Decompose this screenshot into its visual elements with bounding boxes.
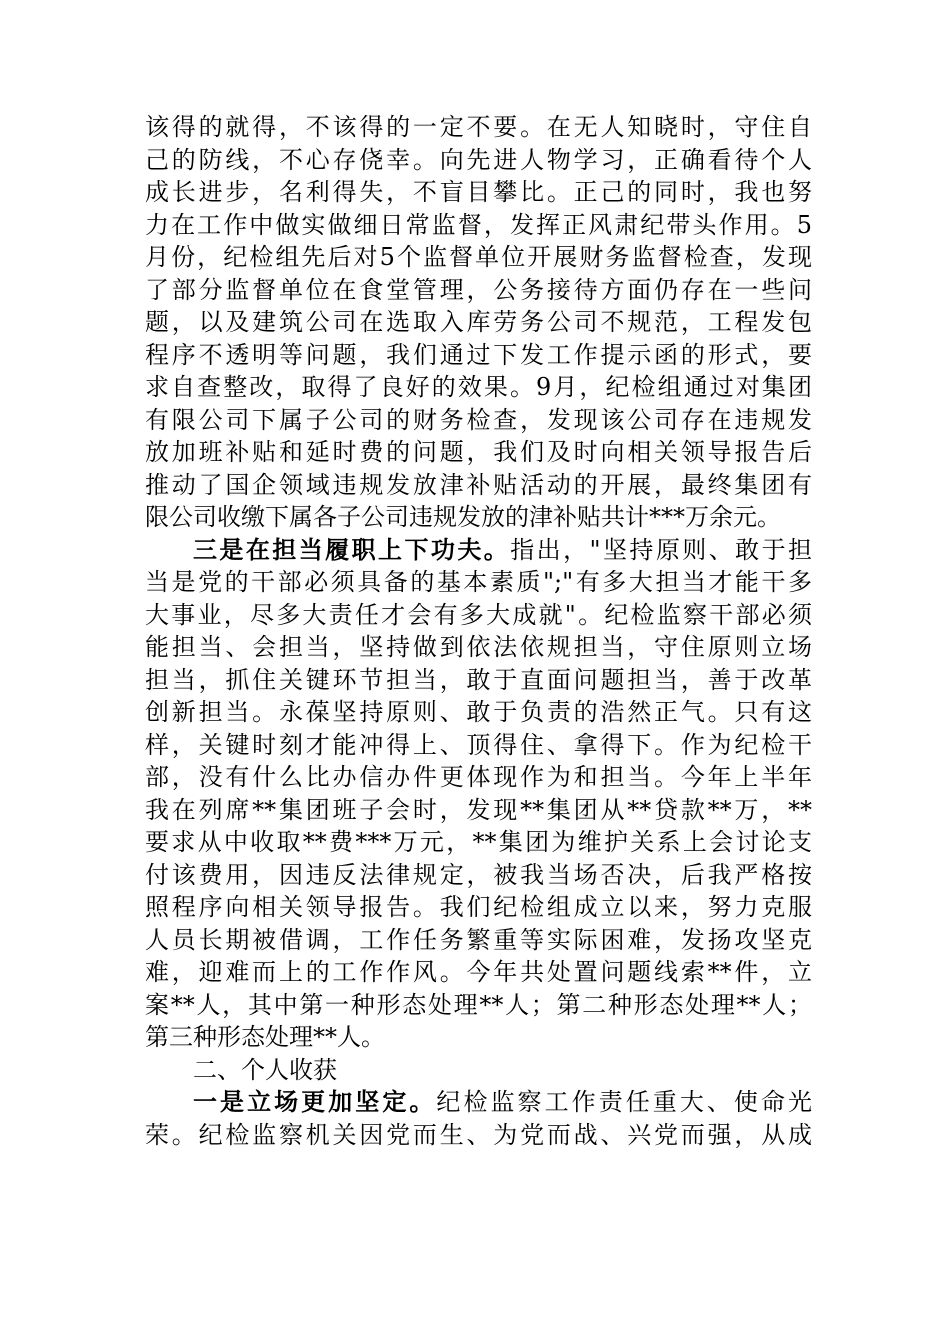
body-line: 付该费用，因违反法律规定，被我当场否决，后我严格按	[145, 860, 812, 889]
paragraph-first-line	[145, 1086, 812, 1119]
body-line: 了部分监督单位在食堂管理，公务接待方面仍存在一些问	[145, 275, 812, 304]
body-line: 有限公司下属子公司的财务检查，发现该公司存在违规发	[145, 405, 812, 434]
body-line: 己的防线，不心存侥幸。向先进人物学习，正确看待个人	[145, 145, 812, 174]
body-line: 荣。纪检监察机关因党而生、为党而战、兴党而强，从成	[145, 1120, 812, 1149]
body-line: 当是党的干部必须具备的基本素质";"有多大担当才能干多	[145, 568, 812, 596]
body-line: 创新担当。永葆坚持原则、敢于负责的浩然正气。只有这	[145, 698, 812, 726]
body-line: 限公司收缴下属各子公司违规发放的津补贴共计***万余元。	[145, 503, 781, 531]
body-line: 月份，纪检组先后对5个监督单位开展财务监督检查，发现	[145, 243, 812, 271]
paragraph-first-text: 纪检监察工作责任重大、使命光	[436, 1088, 812, 1116]
document-body	[145, 111, 812, 1151]
body-line: 要求从中收取**费***万元，**集团为维护关系上会讨论支	[145, 828, 812, 856]
body-line: 部，没有什么比办信办件更体现作为和担当。今年上半年	[145, 763, 812, 791]
paragraph-first-text: 指出，"坚持原则、敢于担	[510, 535, 812, 564]
body-line: 人员长期被借调，工作任务繁重等实际困难，发扬攻坚克	[145, 925, 812, 954]
body-line: 程序不透明等问题，我们通过下发工作提示函的形式，要	[145, 340, 812, 369]
paragraph-first-line	[145, 534, 812, 567]
body-line: 能担当、会担当，坚持做到依法依规担当，守住原则立场	[145, 633, 812, 661]
body-line: 题，以及建筑公司在选取入库劳务公司不规范，工程发包	[145, 308, 812, 336]
body-line: 案**人，其中第一种形态处理**人；第二种形态处理**人；	[145, 990, 812, 1019]
body-line: 大事业，尽多大责任才会有多大成就"。纪检监察干部必须	[145, 600, 812, 629]
paragraph-lead: 一是立场更加坚定。	[193, 1087, 437, 1116]
body-line: 力在工作中做实做细日常监督，发挥正风肃纪带头作用。5	[145, 210, 812, 239]
body-line: 样，关键时刻才能冲得上、顶得住、拿得下。作为纪检干	[145, 730, 812, 759]
body-line: 成长进步，名利得失，不盲目攀比。正己的同时，我也努	[145, 178, 812, 206]
body-line: 求自查整改，取得了良好的效果。9月，纪检组通过对集团	[145, 373, 812, 401]
body-line: 该得的就得，不该得的一定不要。在无人知晓时，守住自	[145, 113, 812, 141]
section-heading: 二、个人收获	[193, 1055, 337, 1084]
body-line: 放加班补贴和延时费的问题，我们及时向相关领导报告后	[145, 438, 812, 466]
body-line: 我在列席**集团班子会时，发现**集团从**贷款**万，**	[145, 795, 812, 824]
body-line: 照程序向相关领导报告。我们纪检组成立以来，努力克服	[145, 893, 812, 921]
paragraph-lead: 三是在担当履职上下功夫。	[193, 534, 511, 564]
body-line: 第三种形态处理**人。	[145, 1023, 385, 1051]
body-line: 担当，抓住关键环节担当，敢于直面问题担当，善于改革	[145, 665, 812, 694]
body-line: 难，迎难而上的工作作风。今年共处置问题线索**件，立	[145, 958, 812, 986]
body-line: 推动了国企领域违规发放津补贴活动的开展，最终集团有	[145, 470, 812, 499]
